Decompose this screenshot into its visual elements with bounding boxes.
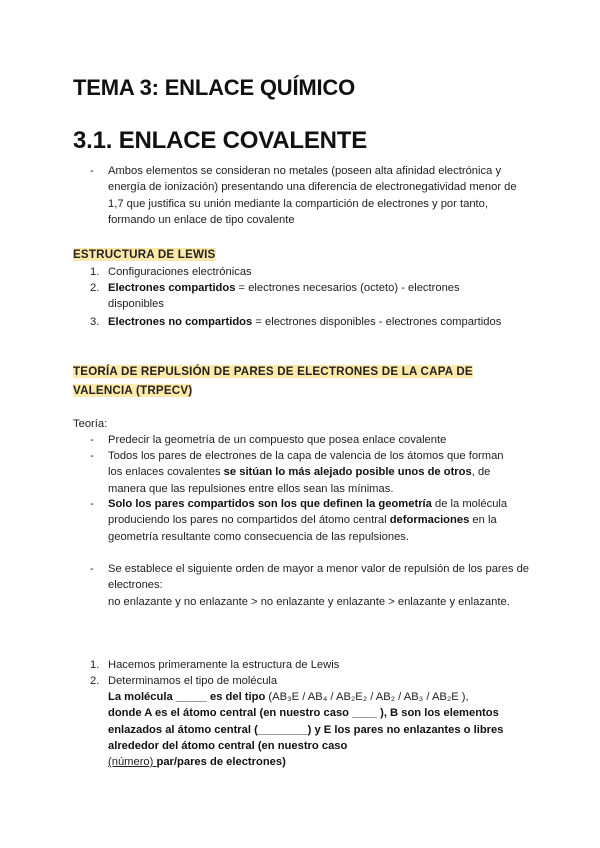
- teoria-label: Teoría:: [73, 418, 108, 430]
- highlighted-heading-line-2: VALENCIA (TRPECV): [73, 384, 193, 397]
- bold-run: La molécula _____ es del tipo: [108, 691, 266, 703]
- bullet-text: [108, 448, 518, 497]
- molecule-template: [108, 689, 508, 770]
- trpecv-heading: [73, 362, 533, 400]
- text-run: en la geometría resultante como consecuencia de las repulsiones.: [108, 514, 497, 543]
- bullet-text: [108, 496, 518, 545]
- bullet-text: [108, 561, 530, 610]
- list-number: 1.: [90, 266, 100, 278]
- bold-term: Electrones no compartidos: [108, 316, 253, 328]
- intro-text: Ambos elementos se consideran no metales (poseen alta afinidad electrónica y energía de ionización) presentando una diferencia de electronegatividad menor de 1,7 que justifica su unión mediante la compartición de electrones y por tanto, formando un enlace de tipo covalente: [108, 165, 517, 226]
- list-text: [108, 280, 513, 313]
- text-run: de la molécula produciendo los pares no compartidos del átomo central: [108, 498, 508, 527]
- text-run: , de manera que las repulsiones entre ellos sean las mínimas.: [108, 466, 491, 495]
- highlighted-heading: ESTRUCTURA DE LEWIS: [73, 248, 216, 261]
- text-run: Todos los pares de electrones de la capa de valencia de los átomos que forman los enlaces covalentes: [108, 450, 504, 479]
- list-definition: = electrones disponibles - electrones compartidos: [252, 316, 502, 328]
- number-blank: (número): [108, 756, 157, 769]
- bullet-dash: -: [90, 165, 94, 177]
- step-text: Hacemos primeramente la estructura de Lewis: [108, 659, 340, 671]
- bold-run: se sitúan lo más alejado posible unos de otros: [223, 466, 472, 479]
- section-title: 3.1. ENLACE COVALENTE: [73, 127, 368, 154]
- lewis-heading: [73, 245, 216, 264]
- bullet-dash: -: [90, 563, 94, 575]
- list-number: 3.: [90, 316, 100, 328]
- list-number: 2.: [90, 675, 100, 687]
- formula-list: (AB₃E / AB₄ / AB₂E₂ / AB₂ / AB₃ / AB₂E ),: [265, 691, 469, 703]
- list-text: Configuraciones electrónicas: [108, 266, 252, 278]
- bold-run: par/pares de electrones): [156, 756, 286, 769]
- bullet-text: Predecir la geometría de un compuesto que posea enlace covalente: [108, 434, 447, 446]
- list-text: [108, 314, 550, 330]
- list-number: 2.: [90, 282, 100, 294]
- text-run: Se establece el siguiente orden de mayor a menor valor de repulsión de los pares de electrones:: [108, 563, 530, 592]
- repulsion-order: no enlazante y no enlazante > no enlazante y enlazante > enlazante y enlazante.: [108, 595, 510, 608]
- bold-run: donde A es el átomo central (en nuestro caso ____ ), B son los elementos enlazados al átomo central (________) y E los pares no enlazantes o libres alrededor del átomo central (en nuestro caso: [108, 707, 504, 752]
- step-text: Determinamos el tipo de molécula: [108, 675, 278, 687]
- bullet-dash: -: [90, 434, 94, 446]
- bold-term: Electrones compartidos: [108, 282, 236, 294]
- page-title: TEMA 3: ENLACE QUÍMICO: [73, 75, 356, 100]
- bold-run: deformaciones: [389, 514, 470, 527]
- highlighted-heading-line-1: TEORÍA DE REPULSIÓN DE PARES DE ELECTRONES DE LA CAPA DE: [73, 365, 473, 378]
- list-definition: = electrones necesarios (octeto) - electrones disponibles: [108, 282, 460, 311]
- bold-run: Solo los pares compartidos son los que definen la geometría: [108, 498, 432, 510]
- bullet-dash: -: [90, 450, 94, 462]
- list-number: 1.: [90, 659, 100, 671]
- bullet-dash: -: [90, 498, 94, 510]
